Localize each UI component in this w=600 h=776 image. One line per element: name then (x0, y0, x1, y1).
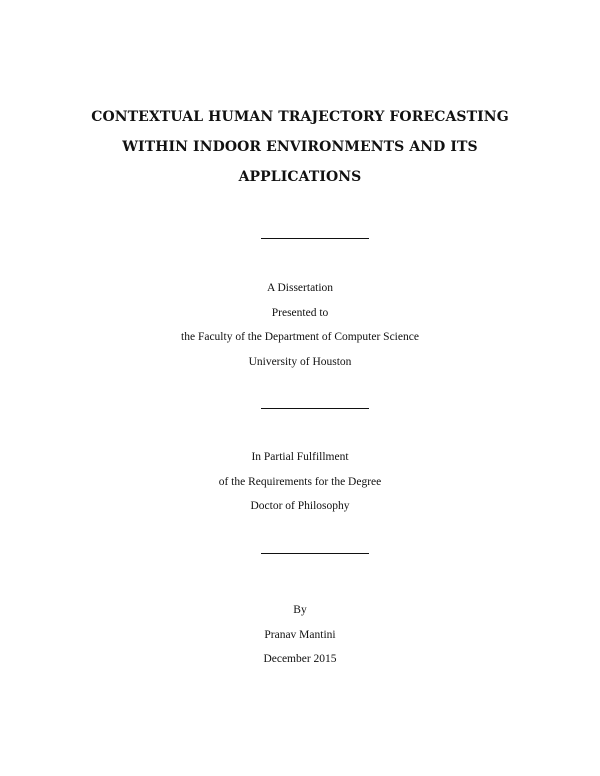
title-line-2: WITHIN INDOOR ENVIRONMENTS AND ITS (122, 139, 478, 155)
degree-label: Doctor of Philosophy (250, 500, 350, 512)
presentation-block (0, 276, 600, 374)
fulfillment-block (0, 445, 600, 519)
fulfillment-label: In Partial Fulfillment (251, 451, 349, 463)
title-line-1: CONTEXTUAL HUMAN TRAJECTORY FORECASTING (91, 109, 509, 125)
dissertation-label: A Dissertation (266, 282, 334, 294)
by-label: By (293, 604, 307, 616)
divider-rule-2 (261, 408, 369, 409)
requirements-label: of the Requirements for the Degree (218, 475, 382, 488)
authorship-block (0, 598, 600, 672)
divider-rule-3 (261, 553, 369, 554)
faculty-label: the Faculty of the Department of Computer Science (181, 331, 419, 343)
submission-date: December 2015 (263, 653, 337, 665)
title-line-3: APPLICATIONS (238, 169, 362, 185)
author-name: Pranav Mantini (264, 628, 336, 641)
university-label: University of Houston (248, 355, 352, 368)
presented-to-label: Presented to (271, 306, 329, 319)
dissertation-title (0, 106, 600, 196)
divider-rule-1 (261, 238, 369, 239)
